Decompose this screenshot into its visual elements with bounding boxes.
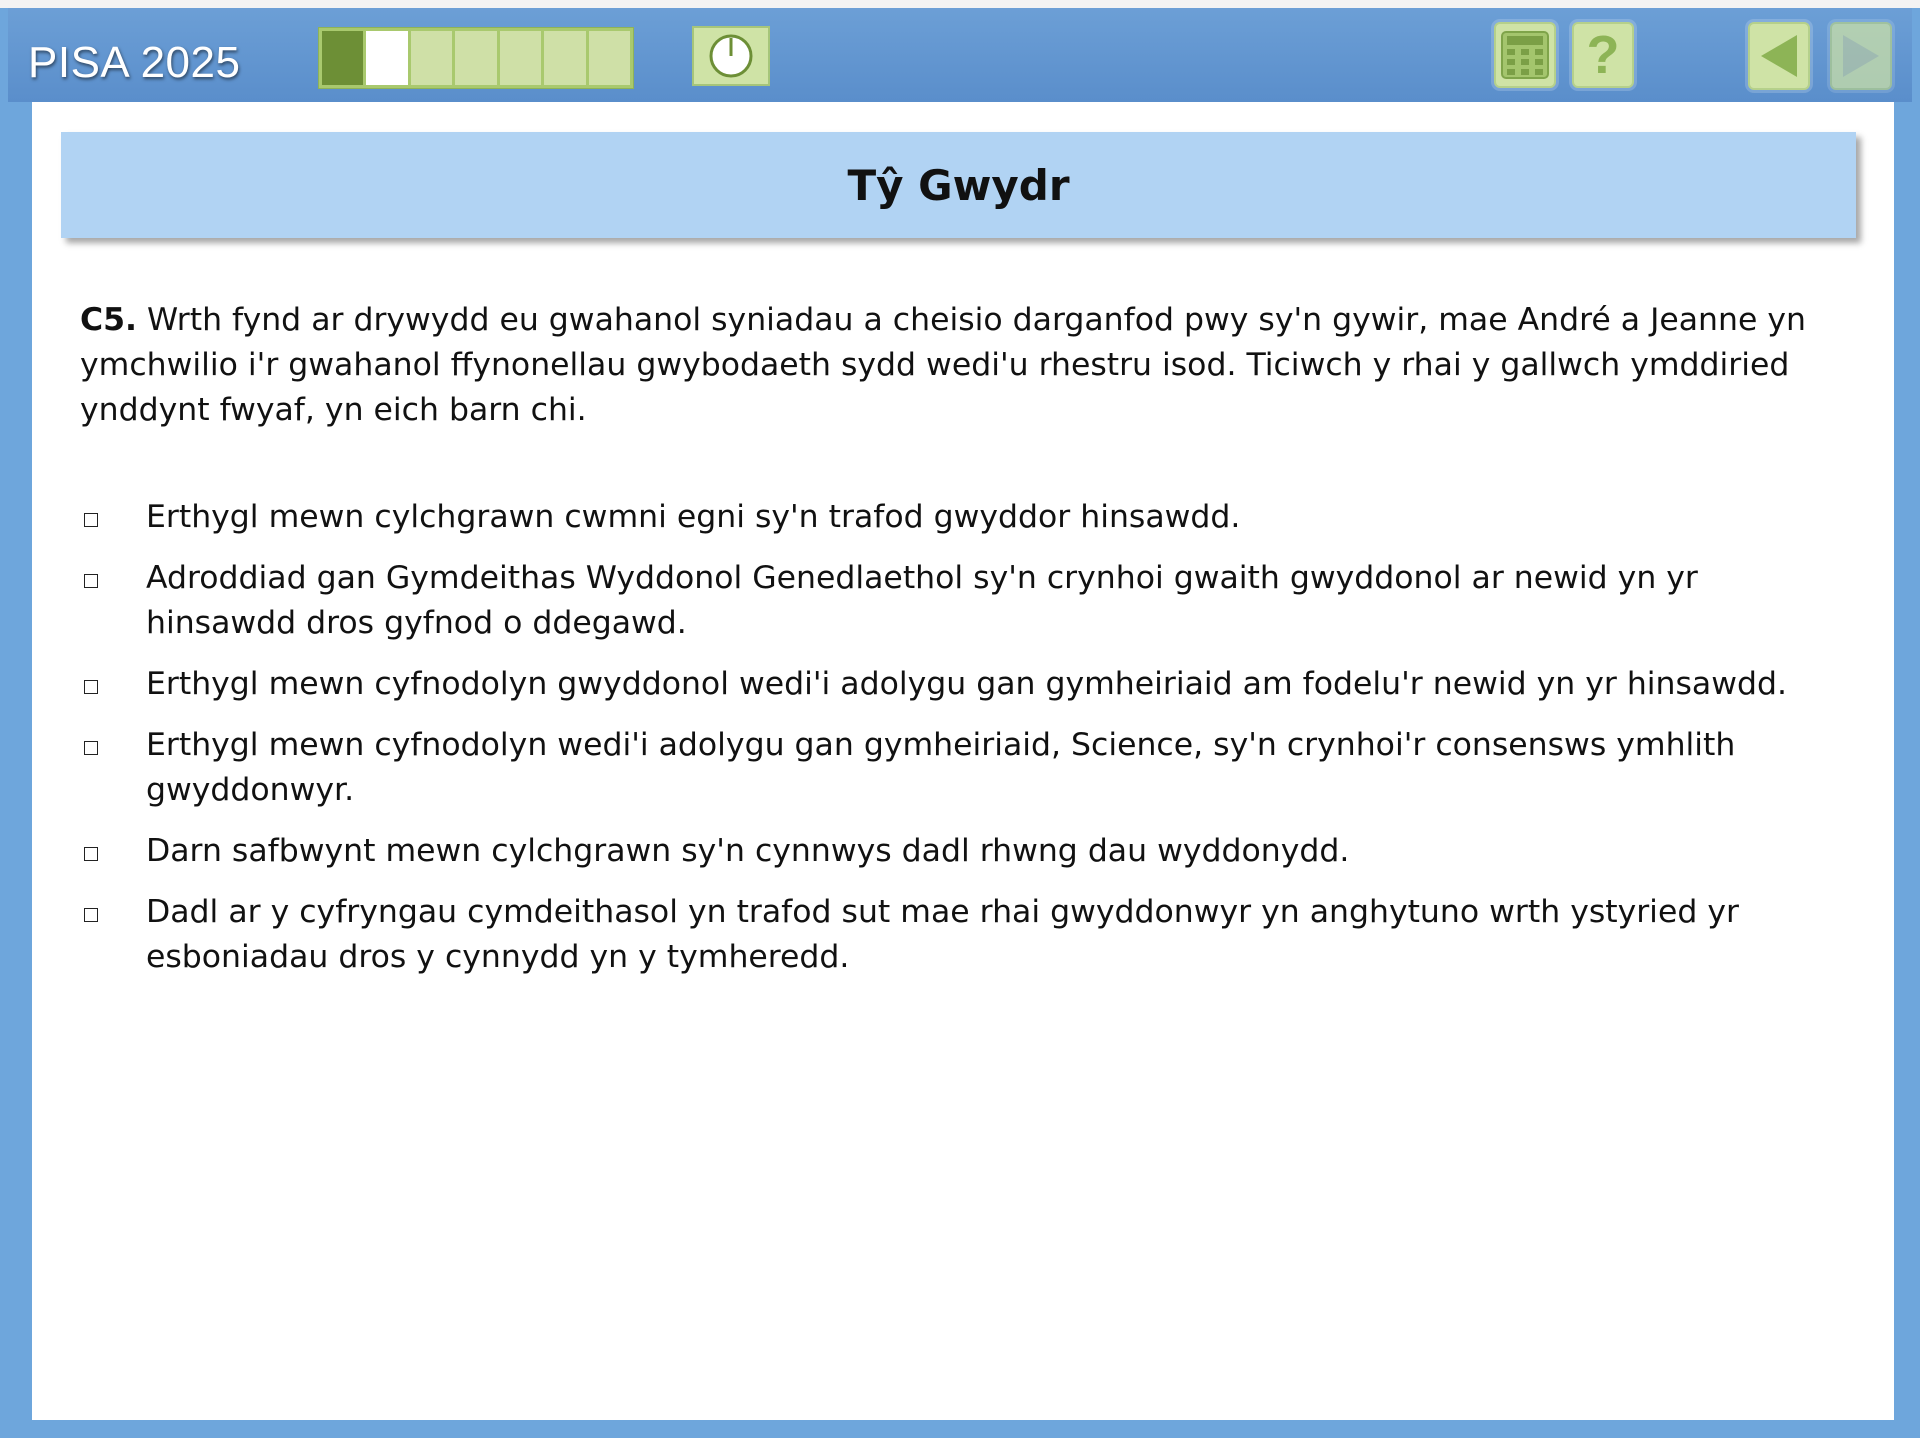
question-prompt	[80, 298, 1820, 433]
checkbox[interactable]	[84, 741, 98, 755]
progress-bar	[318, 27, 634, 89]
answer-options	[80, 495, 1830, 996]
progress-segment	[500, 31, 541, 85]
progress-segment	[589, 31, 630, 85]
next-button[interactable]	[1830, 22, 1892, 90]
option-item[interactable]	[80, 495, 1830, 540]
timer-icon	[707, 32, 755, 80]
checkbox[interactable]	[84, 574, 98, 588]
app-title: PISA 2025	[28, 38, 241, 87]
option-label: Erthygl mewn cylchgrawn cwmni egni sy'n trafod gwyddor hinsawdd.	[146, 499, 1241, 535]
progress-segment	[455, 31, 496, 85]
help-icon: ?	[1586, 25, 1620, 85]
calculator-icon	[1499, 29, 1551, 81]
timer-button[interactable]	[692, 26, 770, 86]
checkbox[interactable]	[84, 680, 98, 694]
question-text: Wrth fynd ar drywydd eu gwahanol syniadau a cheisio darganfod pwy sy'n gywir, mae André a Jeanne yn ymchwilio i'r gwahanol ffynonellau gwybodaeth sydd wedi'u rhestru isod. Ticiwch y rhai y gallwch ymddiried ynddynt fwyaf, yn eich barn chi.	[80, 302, 1806, 428]
option-label: Dadl ar y cyfryngau cymdeithasol yn trafod sut mae rhai gwyddonwyr yn anghytuno wrth ystyried yr esboniadau dros y cynnydd yn y tymheredd.	[146, 894, 1739, 975]
progress-segment	[411, 31, 452, 85]
option-label: Darn safbwynt mewn cylchgrawn sy'n cynnwys dadl rhwng dau wyddonydd.	[146, 833, 1350, 869]
unit-title-bar	[61, 132, 1856, 238]
option-item[interactable]	[80, 662, 1830, 707]
option-item[interactable]	[80, 723, 1830, 813]
checkbox[interactable]	[84, 847, 98, 861]
help-button[interactable]	[1572, 22, 1634, 88]
back-arrow-icon	[1757, 31, 1801, 81]
progress-segment	[544, 31, 585, 85]
option-item[interactable]	[80, 829, 1830, 874]
option-label: Adroddiad gan Gymdeithas Wyddonol Genedlaethol sy'n crynhoi gwaith gwyddonol ar newid yn yr hinsawdd dros gyfnod o ddegawd.	[146, 560, 1698, 641]
next-arrow-icon	[1839, 31, 1883, 81]
option-item[interactable]	[80, 556, 1830, 646]
unit-title: Tŷ Gwydr	[847, 160, 1070, 210]
checkbox[interactable]	[84, 908, 98, 922]
progress-segment	[366, 31, 407, 85]
checkbox[interactable]	[84, 513, 98, 527]
option-label: Erthygl mewn cyfnodolyn wedi'i adolygu gan gymheiriaid, Science, sy'n crynhoi'r consensws ymhlith gwyddonwyr.	[146, 727, 1736, 808]
option-item[interactable]	[80, 890, 1830, 980]
back-button[interactable]	[1748, 22, 1810, 90]
option-label: Erthygl mewn cyfnodolyn gwyddonol wedi'i adolygu gan gymheiriaid am fodelu'r newid yn yr hinsawdd.	[146, 666, 1787, 702]
calculator-button[interactable]	[1494, 22, 1556, 88]
progress-segment	[322, 31, 363, 85]
question-number: C5.	[80, 302, 138, 338]
